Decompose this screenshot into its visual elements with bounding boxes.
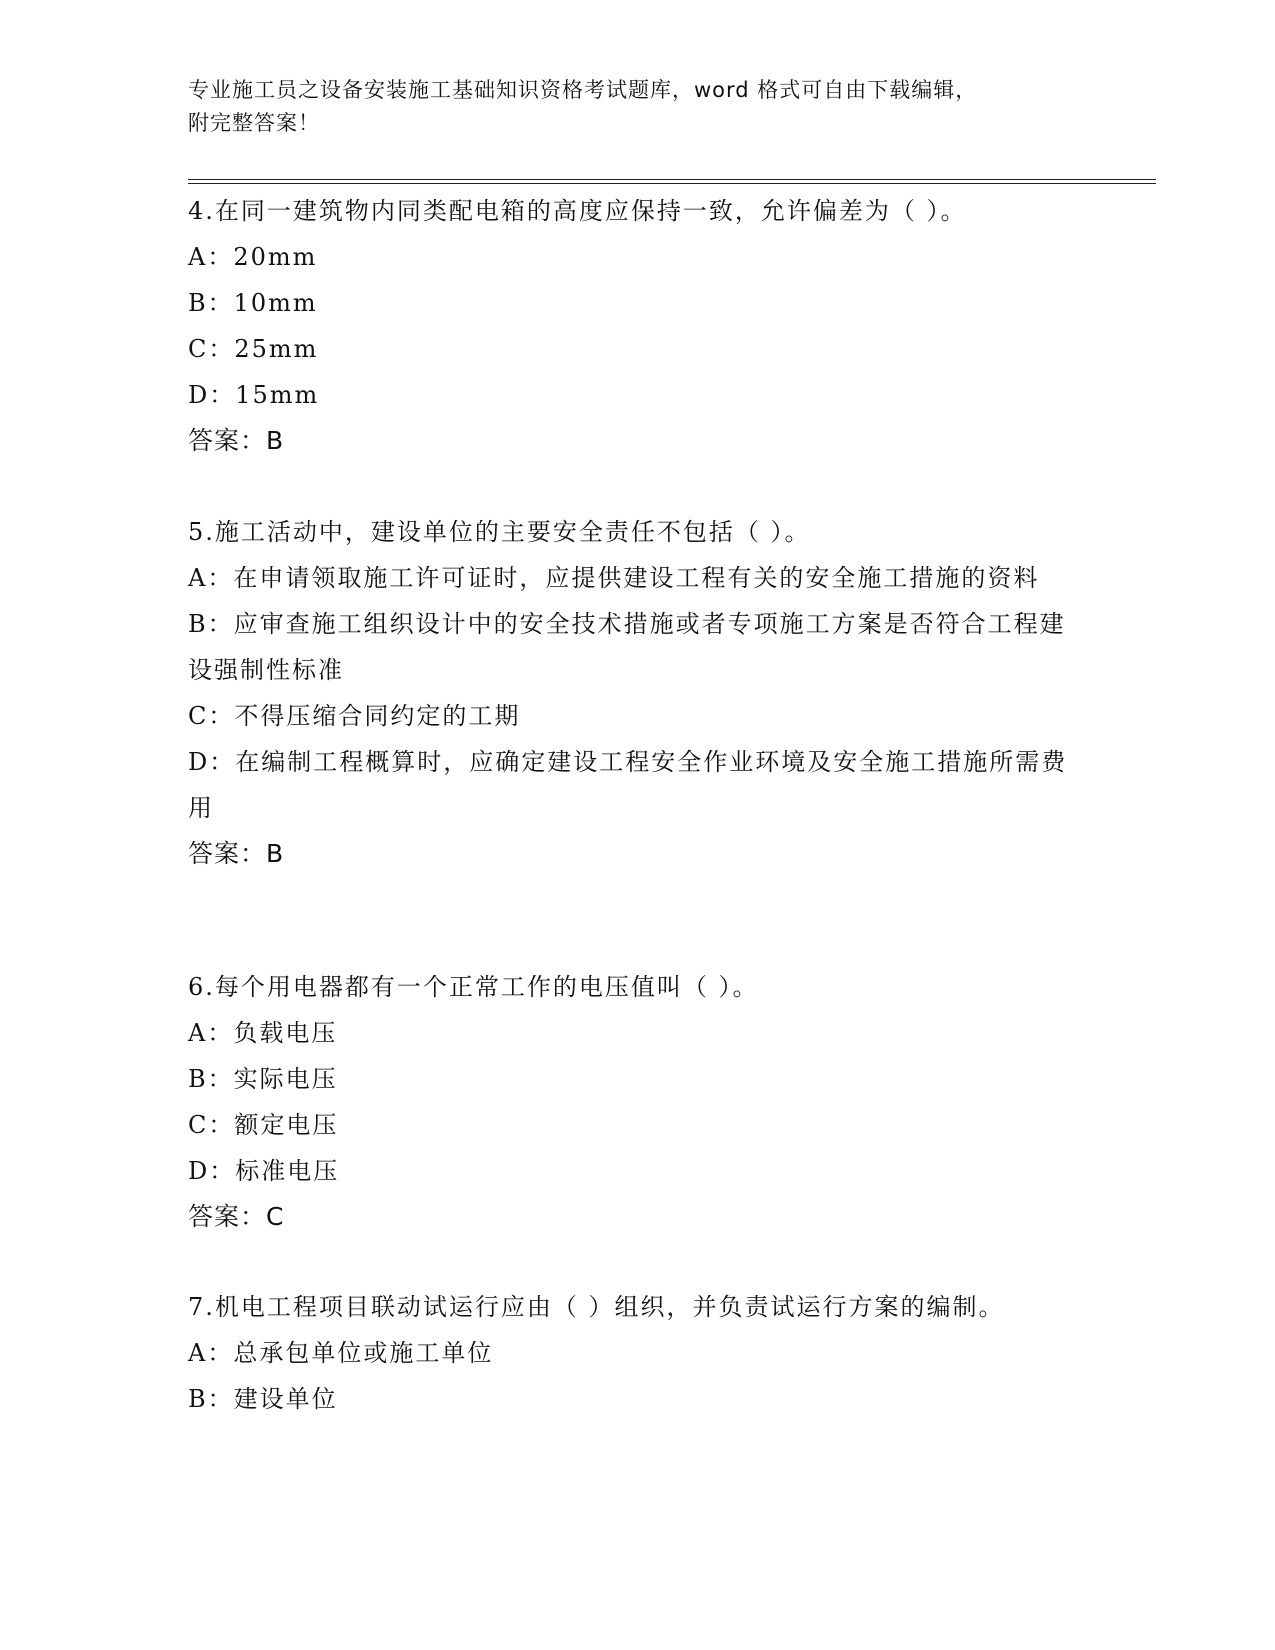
header-line-1: 专业施工员之设备安装施工基础知识资格考试题库，word 格式可自由下载编辑， [188, 78, 978, 102]
option-c: C：25mm [188, 335, 319, 363]
option-d: D：15mm [188, 381, 320, 409]
question-text: 7.机电工程项目联动试运行应由（ ）组织，并负责试运行方案的编制。 [188, 1293, 1005, 1321]
option-c: C：不得压缩合同约定的工期 [188, 702, 521, 730]
option-b: B：10mm [188, 289, 318, 317]
option-d: D：在编制工程概算时，应确定建设工程安全作业环境及安全施工措施所需费用 [188, 748, 1068, 822]
option-b: B：实际电压 [188, 1065, 338, 1093]
document-header [188, 74, 1088, 140]
option-a: A：负载电压 [188, 1019, 338, 1047]
question-4 [188, 188, 1088, 464]
option-a: A：20mm [188, 243, 318, 271]
header-line-2: 附完整答案！ [188, 111, 320, 135]
question-6 [188, 964, 1088, 1240]
header-divider [188, 179, 1156, 184]
question-text: 4.在同一建筑物内同类配电箱的高度应保持一致，允许偏差为（ ）。 [188, 197, 967, 225]
question-5 [188, 509, 1088, 877]
option-d: D：标准电压 [188, 1157, 340, 1185]
option-a: A：总承包单位或施工单位 [188, 1339, 494, 1367]
option-b: B：应审查施工组织设计中的安全技术措施或者专项施工方案是否符合工程建设强制性标准 [188, 610, 1066, 684]
question-7 [188, 1284, 1088, 1422]
question-text: 6.每个用电器都有一个正常工作的电压值叫（ ）。 [188, 973, 759, 1001]
answer: 答案：B [188, 426, 285, 455]
answer: 答案：C [188, 1202, 285, 1231]
option-c: C：额定电压 [188, 1111, 339, 1139]
question-text: 5.施工活动中，建设单位的主要安全责任不包括（ ）。 [188, 518, 811, 546]
option-b: B：建设单位 [188, 1385, 338, 1413]
option-a: A：在申请领取施工许可证时，应提供建设工程有关的安全施工措施的资料 [188, 564, 1040, 592]
answer: 答案：B [188, 839, 285, 868]
